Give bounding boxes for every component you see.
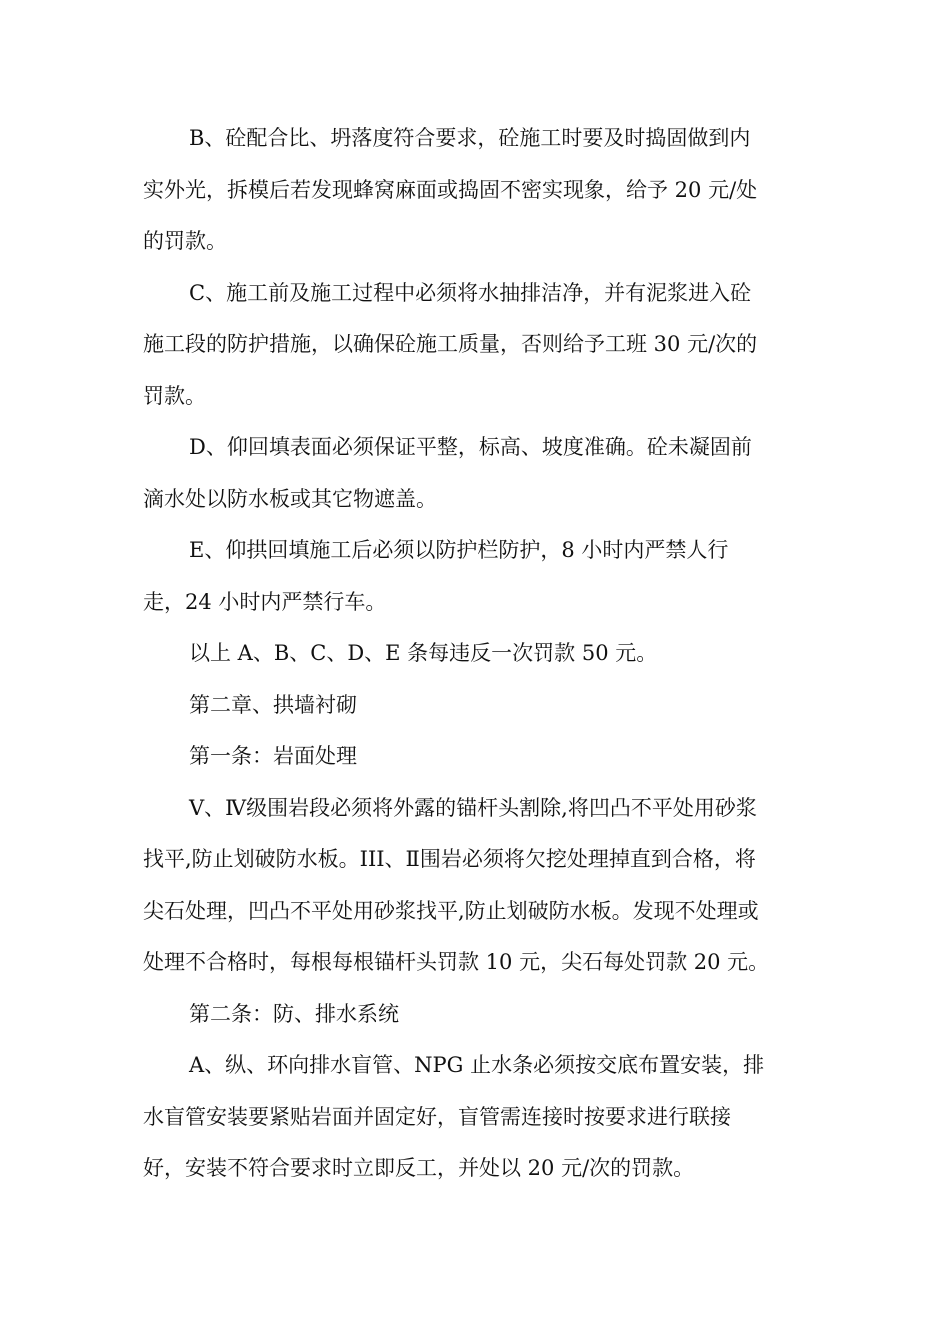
text-line: V、Ⅳ级围岩段必须将外露的锚杆头割除,将凹凸不平处用砂浆 <box>189 795 757 820</box>
text-line: 找平,防止划破防水板。III、Ⅱ围岩必须将欠挖处理掉直到合格，将 <box>143 847 756 871</box>
text-line: 施工段的防护措施，以确保砼施工质量，否则给予工班 30 元/次的 <box>143 332 758 356</box>
text-line: B、砼配合比、坍落度符合要求，砼施工时要及时捣固做到内 <box>189 126 751 150</box>
text-line: 尖石处理，凹凸不平处用砂浆找平,防止划破防水板。发现不处理或 <box>143 898 759 923</box>
text-line: C、施工前及施工过程中必须将水抽排洁净，并有泥浆进入砼 <box>189 280 752 305</box>
text-line: 水盲管安装要紧贴岩面并固定好，盲管需连接时按要求进行联接 <box>143 1104 731 1129</box>
paragraph-v-rock-treatment <box>143 783 803 989</box>
text-line: 以上 A、B、C、D、E 条每违反一次罚款 50 元。 <box>189 641 658 665</box>
text-line: 处理不合格时，每根每根锚杆头罚款 10 元，尖石每处罚款 20 元。 <box>143 950 770 974</box>
text-line: A、纵、环向排水盲管、NPG 止水条必须按交底布置安装，排 <box>189 1053 765 1077</box>
text-line: 实外光，拆模后若发现蜂窝麻面或捣固不密实现象，给予 20 元/处 <box>143 177 758 202</box>
text-line: 好，安装不符合要求时立即反工，并处以 20 元/次的罚款。 <box>143 1156 695 1180</box>
text-line: 第二章、拱墙衬砌 <box>189 692 357 717</box>
text-line: 罚款。 <box>143 383 206 408</box>
paragraph-penalty-summary <box>143 628 803 680</box>
paragraph-d-backfill-surface <box>143 422 803 525</box>
paragraph-b-concrete-mix <box>143 113 803 268</box>
text-line: E、仰拱回填施工后必须以防护栏防护，8 小时内严禁人行 <box>189 538 729 562</box>
article-heading-drainage-system <box>143 989 803 1041</box>
text-line: 第二条：防、排水系统 <box>189 1001 399 1026</box>
text-line: 的罚款。 <box>143 229 227 253</box>
text-line: 走，24 小时内严禁行车。 <box>143 589 387 614</box>
text-line: 滴水处以防水板或其它物遮盖。 <box>143 486 437 511</box>
article-heading-rock-surface <box>143 731 803 783</box>
chapter-heading <box>143 680 803 732</box>
paragraph-c-drainage <box>143 268 803 423</box>
text-line: 第一条：岩面处理 <box>189 744 357 768</box>
paragraph-e-guardrail <box>143 525 803 628</box>
document-body <box>143 113 803 1195</box>
paragraph-a-drain-pipes <box>143 1040 803 1195</box>
text-line: D、仰回填表面必须保证平整，标高、坡度准确。砼未凝固前 <box>189 435 752 459</box>
